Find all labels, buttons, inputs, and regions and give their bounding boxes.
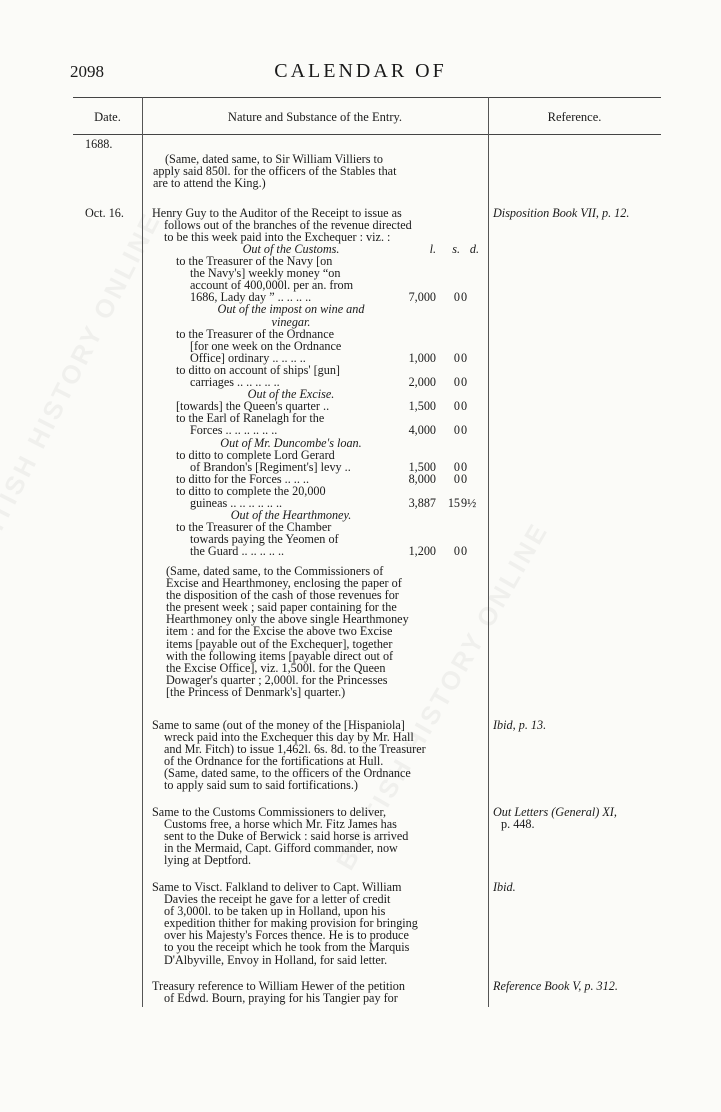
entry-reference [493,207,629,219]
running-title: CALENDAR OF [274,60,447,82]
ledger-text: [for one week on the Ordnance [190,338,342,353]
ledger-text: to the Treasurer of the Chamber [176,520,332,535]
money-head-d: d. [469,242,479,256]
ledger-amount-d: 0 [461,399,468,414]
ledger-text: to ditto to complete Lord Gerard [176,447,335,462]
ledger-amount-s: 0 [453,544,460,559]
ledger-text: account of 400,000l. per an. from [190,278,354,293]
text-line: with the following items [payable direct out of [166,648,394,663]
text-line: of 3,000l. to be taken up in Holland, upon his [164,904,386,919]
ledger-heading [176,303,481,315]
ledger-amount-d: 0 [461,350,468,365]
column-divider-right [488,97,489,1007]
text-line: are to attend the King.) [153,176,266,191]
ledger-text: to ditto for the Forces .. .. .. [176,471,310,486]
ledger-row [176,328,481,340]
text-line: to apply said sum to said fortifications.) [164,778,358,793]
column-head-date: Date. [94,110,121,124]
text-line: wreck paid into the Exchequer this day by Mr. Hall [164,730,414,745]
column-head-nature: Nature and Substance of the Entry. [227,110,403,124]
text-line: (Same, dated same, to the officers of the Ordnance [164,766,411,781]
text-line: Same to the Customs Commissioners to deliver, [152,805,387,819]
text-line: over his Majesty's Forces thence. He is to produce [164,928,409,943]
entry-oct16-postscript [166,565,409,698]
ledger-amount-d: 0 [461,459,468,474]
ledger-text: Out of Mr. Duncombe's loan. [220,435,362,450]
text-line: apply said 850l. for the officers of the Stables that [153,164,397,179]
ledger-heading [176,437,481,449]
ledger-amount-l: 7,000 [408,290,436,305]
text-line: (Same, dated same, to the Commissioners of [166,564,384,578]
ledger-amount-s: 0 [453,423,460,438]
entry-customs-horse [152,806,408,866]
table-top-rule [73,97,661,98]
text-line: Henry Guy to the Auditor of the Receipt to issue as [152,206,402,220]
column-head-reference: Reference. [547,110,602,124]
text-line: D'Albyville, Envoy in Holland, for said letter. [164,952,388,967]
ledger-text: of Brandon's [Regiment's] levy .. [190,459,351,474]
ledger-amount-s: 0 [453,399,460,414]
ledger-text: towards paying the Yeomen of [190,532,339,547]
reference-text: Disposition Book VII, p. 12. [493,206,630,220]
text-line: the present week ; said paper containing for the [166,600,397,615]
ledger-text: the Guard .. .. .. .. .. [190,544,285,559]
text-line: follows out of the branches of the revenue directed [164,218,412,233]
entry-reference: Ibid, p. 13. [493,718,547,732]
ledger-text: to the Earl of Ranelagh for the [176,411,325,426]
ledger-amount-s: 0 [453,375,460,390]
ledger-text: vinegar. [271,314,311,329]
ledger-text: [towards] the Queen's quarter .. [176,399,330,414]
ledger-amount-l: 4,000 [408,423,436,438]
ledger-lines [176,243,481,557]
text-line: and Mr. Fitch) to issue 1,462l. 6s. 8d. to the Treasurer [164,742,426,757]
ledger-text: the Navy's] weekly money “on [190,266,341,281]
ledger-amount-s: 0 [453,471,460,486]
reference-line: Out Letters (General) XI, [493,805,617,819]
ledger-text: guineas .. .. .. .. .. .. [190,495,283,510]
ledger-amount-l: 2,000 [408,375,436,390]
ledger-amount-l: 1,000 [408,350,436,365]
ledger-amount-l: 1,500 [408,459,436,474]
text-line: of the Ordnance for the fortifications at Hull. [164,754,384,769]
entry-reference: Reference Book V, p. 312. [493,979,618,993]
text-line: Same to Visct. Falkland to deliver to Capt. William [152,880,402,894]
ledger-text: to ditto on account of ships' [gun] [176,362,340,377]
text-line: the Excise Office], viz. 1,500l. for the Queen [166,660,386,675]
money-head-l: l. [429,242,436,256]
ledger-amount-l: 8,000 [408,471,436,486]
entry-date: Oct. 16. [85,206,124,220]
text-line: the disposition of the cash of those revenues for [166,588,399,603]
ledger-row [176,461,481,473]
text-line: Dowager's quarter ; 2,000l. for the Princesses [166,672,388,687]
ledger-text: Office] ordinary .. .. .. .. [190,350,306,365]
money-head-s: s. [452,242,460,256]
ledger-row [176,545,481,557]
ledger-amount-l: 1,200 [408,544,436,559]
text-line: [the Princess of Denmark's] quarter.) [166,684,346,699]
column-divider-left [142,97,143,1007]
text-line: Excise and Hearthmoney, enclosing the paper of [166,576,402,591]
entry-hispaniola [152,719,426,792]
ledger-amount-s: 0 [453,459,460,474]
ledger-heading [176,316,481,328]
ledger-text: to ditto to complete the 20,000 [176,483,326,498]
text-line: in the Mermaid, Capt. Gifford commander, now [164,841,398,856]
entry-oct16-intro [152,207,412,243]
entry-reference: Ibid. [493,880,516,894]
ledger-amount-d: 0 [461,375,468,390]
ledger-text: carriages .. .. .. .. .. [190,375,280,390]
text-line: Same to same (out of the money of the [Hispaniola] [152,718,405,732]
ledger-text: Out of the impost on wine and [217,302,365,317]
ledger-text: Out of the Customs. [242,242,340,256]
ledger-amount-d: 0 [461,471,468,486]
ledger-text: to the Treasurer of the Ordnance [176,326,335,341]
ledger-amount-d: 0 [461,423,468,438]
text-line: Treasury reference to William Hewer of the petition [152,979,405,993]
text-line: (Same, dated same, to Sir William Villiers to [165,152,384,166]
table-head-rule [73,134,661,135]
year-label: 1688. [85,137,113,151]
text-line: Hearthmoney only the above single Hearthmoney [166,612,409,627]
page-number: 2098 [70,62,104,81]
text-line: Customs free, a horse which Mr. Fitz James has [164,817,397,832]
ledger-text: Out of the Hearthmoney. [230,508,352,523]
ledger-amount-d: 0 [461,290,468,305]
ledger-row [176,424,481,436]
ledger-row [176,449,481,461]
reference-line: p. 448. [501,817,535,832]
text-line: lying at Deptford. [164,853,251,868]
ledger-text: Out of the Excise. [247,387,335,402]
text-line: items [payable out of the Exchequer], together [166,636,393,651]
ledger-amount-l: 3,887 [408,495,436,510]
entry-reference [493,806,617,830]
text-line: item : and for the Excise the above two Excise [166,624,393,639]
entry-falkland [152,881,418,966]
text-line: expedition thither for making provision for bringing [164,916,418,931]
text-line: Davies the receipt he gave for a letter of credit [164,892,391,907]
text-line: to you the receipt which he took from the Marquis [164,940,410,955]
ledger-amount-s: 0 [453,290,460,305]
ledger-text: to the Treasurer of the Navy [on [176,254,333,269]
ledger-amount-l: 1,500 [408,399,436,414]
ledger-amount-d: 9½ [461,495,477,510]
ledger-amount-s: 15 [447,495,460,510]
entry-villiers [153,152,397,191]
text-line: of Edwd. Bourn, praying for his Tangier pay for [164,991,398,1006]
text-line: sent to the Duke of Berwick : said horse is arrived [164,829,409,844]
entry-bourn [152,980,405,1004]
text-line: to be this week paid into the Exchequer : viz. : [164,230,391,245]
ledger-amount-s: 0 [453,350,460,365]
ledger-text: Forces .. .. .. .. .. .. [190,423,278,438]
ledger-amount-d: 0 [461,544,468,559]
ledger-text: 1686, Lady day ” .. .. .. .. [190,290,312,305]
